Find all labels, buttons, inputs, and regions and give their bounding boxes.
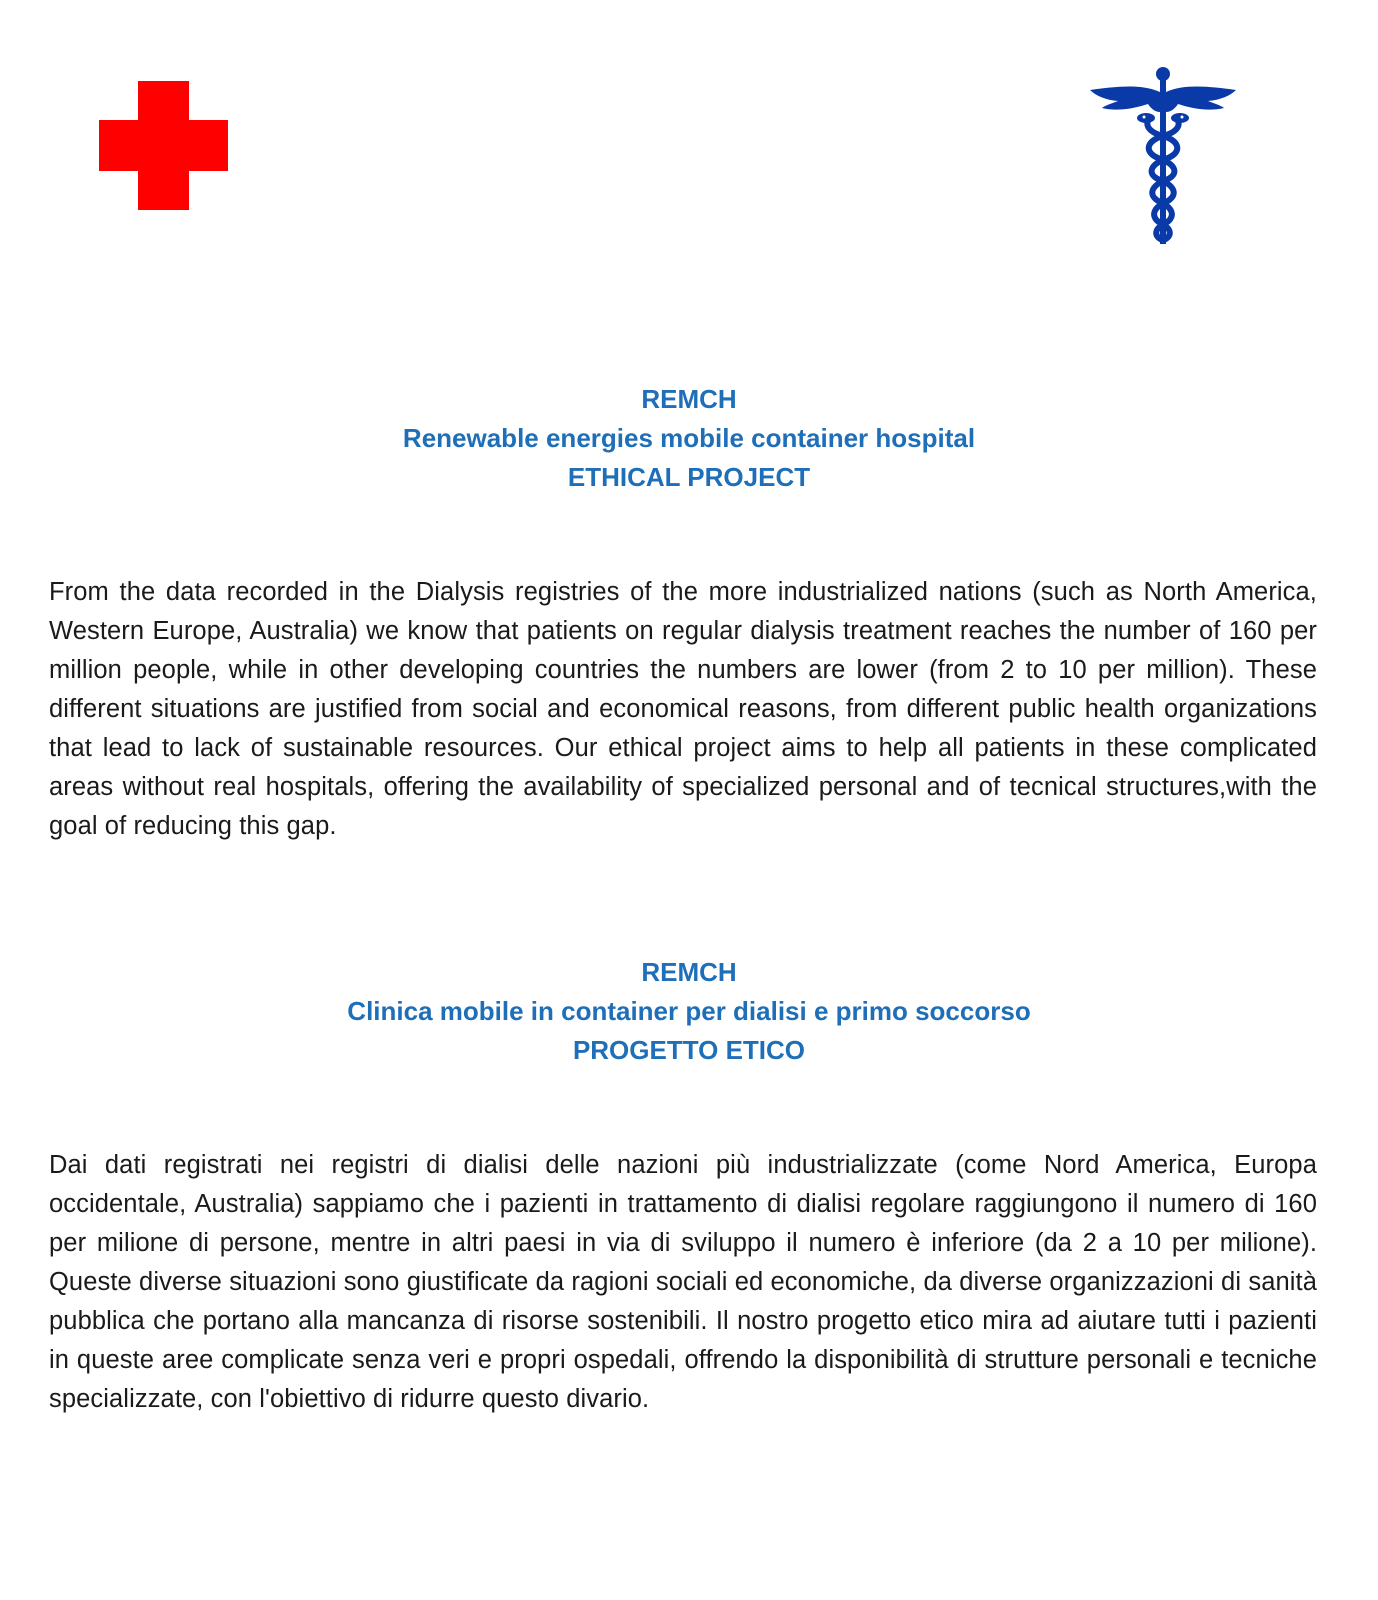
italian-paragraph: Dai dati registrati nei registri di dialisi delle nazioni più industrializzate (come Nord America, Europa occidentale, Australia) sappiamo che i pazienti in trattamento di dialisi regolare raggiungono il numero di 160 per milione di persone, mentre in altri paesi in via di sviluppo il numero è inferiore (da 2 a 10 per milione). Queste diverse situazioni sono giustificate da ragioni sociali ed economiche, da diverse organizzazioni di sanità pubblica che portano alla mancanza di risorse sostenibili. Il nostro progetto etico mira ad aiutare tutti i pazienti in queste aree complicate senza veri e propri ospedali, offrendo la disponibilità di strutture personali e tecniche specializzate, con l'obiettivo di ridurre questo divario. [49, 1151, 1317, 1413]
italian-project-label: PROGETTO ETICO [572, 1035, 806, 1065]
english-paragraph: From the data recorded in the Dialysis registries of the more industrialized nations (such as North America, Western Europe, Australia) we know that patients on regular dialysis treatment reaches the number of 160 per million people, while in other developing countries the numbers are lower (from 2 to 10 per million). These different situations are justified from social and economical reasons, from different public health organizations that lead to lack of sustainable resources. Our ethical project aims to help all patients in these complicated areas without real hospitals, offering the availability of specialized personal and of tecnical structures,with the goal of reducing this gap. [49, 578, 1317, 840]
red-cross-icon [99, 81, 228, 210]
italian-acronym: REMCH [641, 957, 737, 987]
english-subtitle: Renewable energies mobile container hospital [402, 423, 976, 453]
caduceus-icon [1088, 66, 1238, 251]
english-project-label: ETHICAL PROJECT [567, 462, 811, 492]
english-heading [0, 380, 1378, 497]
italian-heading [0, 953, 1378, 1070]
italian-subtitle: Clinica mobile in container per dialisi e primo soccorso [347, 996, 1031, 1026]
english-acronym: REMCH [641, 384, 737, 414]
